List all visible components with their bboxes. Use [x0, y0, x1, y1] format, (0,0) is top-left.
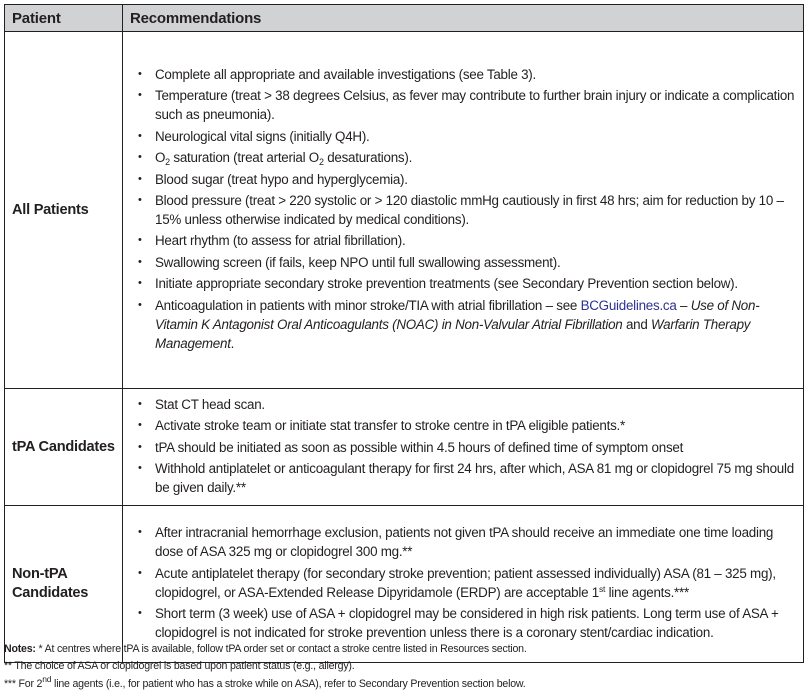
list-item: • Blood sugar (treat hypo and hyperglycemia).: [135, 170, 797, 189]
table-row-non-tpa-candidates: [5, 506, 804, 663]
list-item: • Initiate appropriate secondary stroke prevention treatments (see Secondary Prevention section below).: [135, 274, 797, 293]
recommendation-list: [135, 395, 797, 497]
recommendations-cell: [123, 389, 804, 506]
noac-guideline-title: Use of Non-Vitamin K Antagonist Oral Anticoagulants (NOAC) in Non-Valvular Atrial Fibrillation: [155, 297, 760, 332]
list-item: • Withhold antiplatelet or anticoagulant therapy for first 24 hrs, after which, ASA 81 mg or clopidogrel 75 mg should be given daily.**: [135, 459, 797, 497]
patient-cell: All Patients: [5, 32, 123, 389]
table-row-tpa-candidates: [5, 389, 804, 506]
recommendation-list: [135, 65, 797, 353]
notes-label: Notes:: [4, 643, 36, 655]
list-item: • Activate stroke team or initiate stat transfer to stroke centre in tPA eligible patients.*: [135, 416, 797, 435]
note-line-1: Notes: * At centres where tPA is available, follow tPA order set or contact a stroke centre listed in Resources section.: [4, 643, 527, 655]
patient-cell: tPA Candidates: [5, 389, 123, 506]
list-item: • Heart rhythm (to assess for atrial fibrillation).: [135, 231, 797, 250]
recommendations-cell: [123, 506, 804, 663]
note-line-2: ** The choice of ASA or clopidogrel is based upon patient status (e.g., allergy).: [4, 660, 355, 673]
table-header-row: [5, 5, 804, 32]
list-item: • Swallowing screen (if fails, keep NPO until full swallowing assessment).: [135, 253, 797, 272]
list-item: • Blood pressure (treat > 220 systolic or > 120 diastolic mmHg cautiously in first 48 hrs; aim for reduction by 10 – 15% unless otherwise indicated by medical conditions).: [135, 191, 797, 229]
note-line-3: *** For 2nd line agents (i.e., for patient who has a stroke while on ASA), refer to Secondary Prevention section below.: [4, 673, 526, 690]
recommendations-table: [4, 4, 804, 663]
header-recommendations: Recommendations: [123, 5, 804, 32]
warfarin-guideline-title: Warfarin Therapy Management: [155, 316, 751, 351]
recommendation-list: [135, 523, 797, 642]
header-patient: Patient: [5, 5, 123, 32]
list-item: • $O_2$ saturation (treat arterial $O_2$ desaturations).: [135, 148, 797, 167]
list-item: • After intracranial hemorrhage exclusion, patients not given tPA should receive an immediate one time loading dose of ASA 325 mg or clopidogrel 300 mg.**: [135, 523, 797, 561]
patient-cell: Non-tPA Candidates: [5, 506, 123, 663]
table-notes: [4, 641, 804, 693]
recommendations-cell: [123, 32, 804, 389]
bcguidelines-link[interactable]: BCGuidelines.ca: [580, 297, 677, 313]
list-item: • Neurological vital signs (initially Q4H).: [135, 127, 797, 146]
list-item: • Anticoagulation in patients with minor stroke/TIA with atrial fibrillation – see BCGuidelines.ca – Use of Non-Vitamin K Antagonist Oral Anticoagulants (NOAC) in Non-Valvular Atrial Fibrillation and Warfarin Therapy Management.: [135, 296, 797, 353]
list-item: • Stat CT head scan.: [135, 395, 797, 414]
list-item: • Temperature (treat > 38 degrees Celsius, as fever may contribute to further brain injury or indicate a complication such as pneumonia).: [135, 86, 797, 124]
list-item: • Complete all appropriate and available investigations (see Table 3).: [135, 65, 797, 84]
list-item: • Short term (3 week) use of ASA + clopidogrel may be considered in high risk patients. Long term use of ASA + clopidogrel is not indicated for stroke prevention unless there is a coronary stent/cardiac indication.: [135, 604, 797, 642]
list-item: • Acute antiplatelet therapy (for secondary stroke prevention; patient assessed individually) ASA (81 – 325 mg), clopidogrel, or ASA-Extended Release Dipyridamole (ERDP) are acceptable 1st line agents.***: [135, 564, 797, 602]
list-item: • tPA should be initiated as soon as possible within 4.5 hours of defined time of symptom onset: [135, 438, 797, 457]
table-row-all-patients: [5, 32, 804, 389]
